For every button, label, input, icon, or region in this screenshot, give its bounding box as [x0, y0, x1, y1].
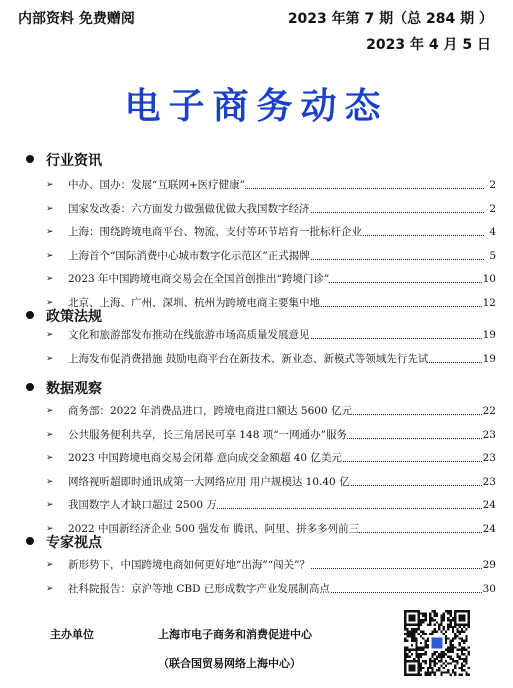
toc-entry-page: 29: [482, 556, 496, 574]
arrow-icon: ➢: [46, 180, 54, 190]
toc-entry[interactable]: [46, 176, 496, 194]
toc-entry-page: 12: [482, 294, 496, 312]
arrow-icon: ➢: [46, 560, 54, 570]
toc-entry-page: 23: [482, 426, 496, 444]
section-heading-text: 专家视点: [46, 535, 102, 551]
arrow-icon: ➢: [46, 583, 54, 594]
arrow-icon: ➢: [46, 406, 54, 416]
arrow-icon: ➢: [46, 298, 54, 308]
section-heading: [26, 378, 102, 398]
toc-entry-page: 19: [482, 350, 496, 368]
arrow-icon: ➢: [46, 524, 54, 534]
section-heading-text: 政策法规: [46, 309, 102, 325]
toc-entry-title: 我国数字人才缺口超过 2500 万: [68, 496, 217, 514]
toc-entry-title: 新形势下，中国跨境电商如何更好地“出海”“闯关”？: [68, 556, 310, 574]
bullet-icon: [26, 537, 34, 545]
toc-entry[interactable]: [46, 580, 496, 598]
toc-entry-title: 中办、国办：发展“互联网+医疗健康”: [68, 176, 245, 194]
toc-entry[interactable]: [46, 247, 496, 265]
toc-entry-page: 10: [482, 270, 496, 288]
bullet-icon: [26, 155, 34, 163]
toc-entry-title: 商务部：2022 年消费品进口，跨境电商进口额达 5600 亿元: [68, 402, 352, 420]
toc-entry-page: 23: [482, 449, 496, 467]
toc-entry[interactable]: [46, 520, 496, 538]
toc-entry-title: 上海首个“国际消费中心城市数字化示范区”正式揭牌: [68, 247, 310, 265]
section-heading-text: 数据观察: [46, 381, 102, 397]
arrow-icon: ➢: [46, 476, 54, 487]
section-heading: [26, 150, 102, 170]
toc-entry-title: 文化和旅游部发布推动在线旅游市场高质量发展意见: [68, 326, 310, 344]
bullet-icon: [26, 311, 34, 319]
toc-entry-page: 23: [482, 473, 496, 491]
toc-entry-title: 2023 中国跨境电商交易会闭幕 意向成交金额超 40 亿美元: [68, 449, 342, 467]
toc-entry-title: 公共服务便利共享，长三角居民可享 148 项“一网通办”服务: [68, 426, 347, 444]
section-heading: [26, 532, 102, 552]
toc-entry[interactable]: [46, 473, 496, 491]
toc-entry-page: 2: [488, 176, 496, 194]
sponsor-label: 主办单位: [50, 628, 94, 641]
toc-entry-title: 2022 中国新经济企业 500 强发布 腾讯、阿里、拼多多列前三: [68, 520, 359, 538]
arrow-icon: ➢: [46, 429, 54, 440]
issue-date: 2023 年 4 月 5 日: [366, 37, 491, 53]
arrow-icon: ➢: [46, 203, 54, 214]
toc-entry[interactable]: [46, 294, 496, 312]
toc-entry[interactable]: [46, 326, 496, 344]
qr-code-icon: [404, 610, 470, 676]
toc-entry[interactable]: [46, 270, 496, 288]
toc-entry-page: 19: [482, 326, 496, 344]
toc-entry[interactable]: [46, 426, 496, 444]
arrow-icon: ➢: [46, 500, 54, 511]
toc-entry[interactable]: [46, 449, 496, 467]
toc-entry-page: 22: [482, 402, 496, 420]
toc-entry[interactable]: [46, 350, 496, 368]
arrow-icon: ➢: [46, 453, 54, 464]
toc-entry-page: 24: [482, 520, 496, 538]
publication-title: 电子商务动态: [124, 86, 389, 127]
toc-entry-title: 北京、上海、广州、深圳、杭州为跨境电商主要集中地: [68, 294, 320, 312]
toc-entry-page: 30: [482, 580, 496, 598]
toc-entry[interactable]: [46, 496, 496, 514]
arrow-icon: ➢: [46, 353, 54, 364]
toc-entry-page: 2: [488, 200, 496, 218]
toc-entry[interactable]: [46, 223, 496, 241]
arrow-icon: ➢: [46, 250, 54, 261]
toc-entry-title: 上海：围绕跨境电商平台、物流、支付等环节培育一批标杆企业: [68, 223, 362, 241]
toc-entry-title: 社科院报告：京沪等地 CBD 已形成数字产业发展制高点: [68, 580, 330, 598]
toc-entry-page: 5: [488, 247, 496, 265]
section-heading-text: 行业资讯: [46, 153, 102, 169]
arrow-icon: ➢: [46, 330, 54, 340]
sponsor-organization: 上海市电子商务和消费促进中心: [158, 628, 312, 641]
toc-entry-page: 24: [482, 496, 496, 514]
toc-entry-title: 上海发布促消费措施 鼓励电商平台在新技术、新业态、新模式等领域先行先试: [68, 350, 428, 368]
toc-entry-page: 4: [488, 223, 496, 241]
toc-entry-title: 2023 年中国跨境电商交易会在全国首创推出“跨境门诊”: [68, 270, 329, 288]
toc-entry[interactable]: [46, 402, 496, 420]
toc-entry[interactable]: [46, 556, 496, 574]
publication-note: 内部资料 免费赠阅: [18, 11, 135, 27]
section-heading: [26, 306, 102, 326]
sponsor-subtitle: （联合国贸易网络上海中心）: [158, 657, 301, 670]
toc-entry-title: 国家发改委：六方面发力做强做优做大我国数字经济: [68, 200, 310, 218]
issue-number: 2023 年第 7 期（总 284 期 ）: [287, 11, 493, 27]
toc-entry[interactable]: [46, 200, 496, 218]
arrow-icon: ➢: [46, 227, 54, 238]
toc-entry-title: 网络视听超即时通讯成第一大网络应用 用户规模达 10.40 亿: [68, 473, 350, 491]
bullet-icon: [26, 383, 34, 391]
arrow-icon: ➢: [46, 274, 54, 285]
